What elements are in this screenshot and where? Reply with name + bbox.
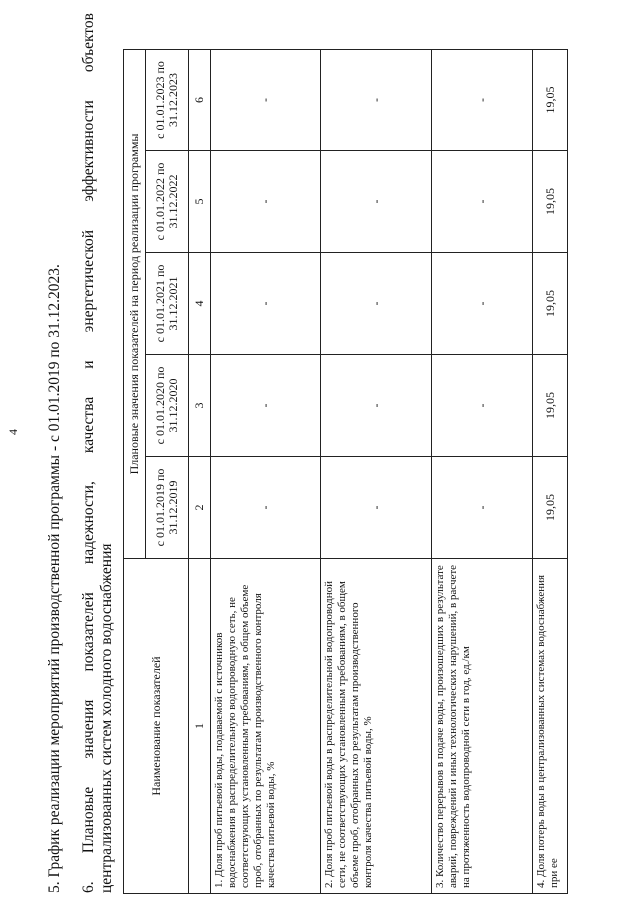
heading-word: 6. [80,881,97,893]
indicator-value: - [432,49,533,150]
indicator-value: - [432,253,533,355]
period-header: с 01.01.2020 по 31.12.2020 [146,355,189,457]
indicator-value: 19,05 [533,253,568,355]
period-header: с 01.01.2021 по 31.12.2021 [146,253,189,355]
indicator-value: 19,05 [533,49,568,150]
section-5-heading: 5. График реализации мероприятий производственной программы - с 01.01.2019 по 31.12.2023. [46,264,63,893]
indicator-value: - [211,151,321,253]
indicator-value: - [432,457,533,559]
indicator-value: - [432,151,533,253]
period-group-header: Плановые значения показателей на период реализации программы [124,49,146,558]
indicator-value: - [211,457,321,559]
table-row [321,49,432,893]
section-6-heading-line2: централизованных систем холодного водоснабжения [98,543,115,893]
indicator-value: - [321,151,432,253]
column-number: 3 [189,355,211,457]
heading-word: и [80,360,97,369]
heading-word: энергетической [80,229,97,333]
name-column-header: Наименование показателей [124,559,189,894]
column-number: 2 [189,457,211,559]
indicator-value: - [211,355,321,457]
indicator-value: - [321,49,432,150]
indicator-name: 3. Количество перерывов в подаче воды, произошедших в результате аварий, повреждений и иных технологических нарушений, в расчете на протяженность водопроводной сети в год, ед./км [432,559,533,894]
table-row [211,49,321,893]
indicator-value: 19,05 [533,457,568,559]
column-number: 4 [189,253,211,355]
heading-word: эффективности [80,100,97,202]
heading-word: качества [80,396,97,454]
table-header-row [124,49,146,893]
page-number: 4 [6,429,20,435]
indicator-name: 2. Доля проб питьевой воды в распределительной водопроводной сети, не соответствующих установленным требованиям, в общем объеме проб, отобранных по результатам производственного контроля качества питьевой воды, % [321,559,432,894]
heading-word: Плановые [80,786,97,854]
heading-word: надежности, [80,481,97,565]
indicator-name: 1. Доля проб питьевой воды, подаваемой с источников водоснабжения в распределительную водопроводную сеть, не соответствующих установленным требованиям, в общем объеме проб, отобранных по результатам производственного контроля качества питьевой воды, % [211,559,321,894]
heading-word: объектов [80,13,97,73]
column-number: 1 [189,559,211,894]
indicator-value: 19,05 [533,151,568,253]
column-number: 6 [189,49,211,150]
indicator-value: - [211,253,321,355]
table-row [533,49,568,893]
section-6-heading [80,13,116,893]
indicator-value: - [321,355,432,457]
table-row [432,49,533,893]
indicator-value: 19,05 [533,355,568,457]
heading-word: показателей [80,592,97,672]
indicator-value: - [211,49,321,150]
indicator-value: - [432,355,533,457]
indicator-name: 4. Доля потерь воды в централизованных системах водоснабжения при ее [533,559,568,894]
indicator-value: - [321,253,432,355]
indicators-table [123,49,568,894]
period-header: с 01.01.2019 по 31.12.2019 [146,457,189,559]
indicator-value: - [321,457,432,559]
column-number: 5 [189,151,211,253]
period-header: с 01.01.2022 по 31.12.2022 [146,151,189,253]
section-6-heading-line1 [80,13,98,893]
table-number-row [189,49,211,893]
period-header: с 01.01.2023 по 31.12.2023 [146,49,189,150]
heading-word: значения [80,699,97,759]
